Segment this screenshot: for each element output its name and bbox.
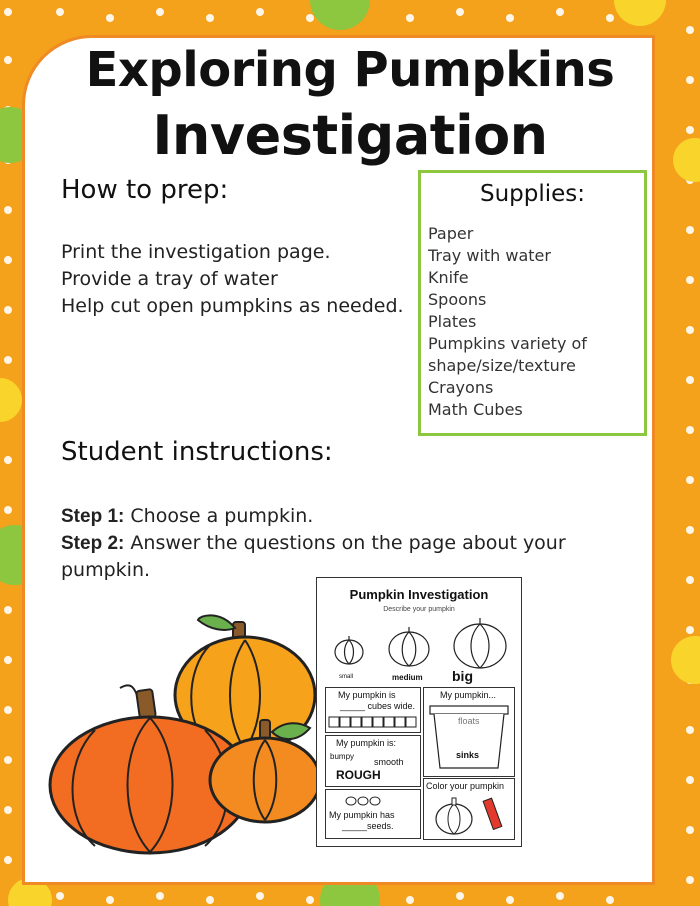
instructions-heading: Student instructions: — [61, 437, 333, 467]
supply-item: Plates — [428, 312, 477, 331]
page-title-line2: Investigation — [152, 104, 548, 167]
texture-heading: My pumpkin is: — [336, 738, 397, 748]
supply-item: Paper — [428, 224, 474, 243]
pumpkin-sizes — [327, 616, 513, 678]
supplies-heading: Supplies: — [479, 181, 586, 207]
step-2 — [61, 530, 621, 584]
crayon-icon — [483, 798, 502, 829]
worksheet-subtitle: Describe your pumpkin — [383, 606, 455, 613]
steps-list — [61, 503, 621, 584]
prep-heading: How to prep: — [61, 175, 229, 205]
bumpy-label: bumpy — [330, 752, 355, 761]
seeds-icon — [344, 794, 384, 808]
pumpkin-icon — [426, 793, 512, 837]
supply-item: Math Cubes — [428, 400, 523, 419]
size-small: small — [339, 674, 354, 680]
step-label: Step 2: — [61, 533, 125, 554]
cubes-row — [328, 716, 418, 728]
supplies-box — [418, 170, 647, 436]
worksheet-preview — [316, 577, 522, 847]
step-text: Answer the questions on the page about your pumpkin. — [61, 532, 566, 581]
step-1 — [61, 503, 621, 530]
water-tub — [428, 704, 510, 772]
sinks-label: sinks — [456, 750, 480, 760]
texture-box — [325, 735, 421, 787]
color-box — [423, 778, 515, 840]
smooth-label: smooth — [374, 757, 404, 767]
cubes-box — [325, 687, 421, 733]
supply-item: Tray with water — [428, 246, 551, 265]
supply-item: shape/size/texture — [428, 356, 576, 375]
step-text: Choose a pumpkin. — [124, 505, 314, 527]
size-big: big — [452, 668, 473, 684]
supply-item: Spoons — [428, 290, 487, 309]
pumpkins-illustration — [40, 610, 330, 860]
supply-item: Knife — [428, 268, 469, 287]
cubes-text-2: _____ cubes wide. — [340, 701, 416, 711]
rough-label: ROUGH — [336, 768, 381, 782]
float-sink-box — [423, 687, 515, 777]
float-heading: My pumpkin... — [440, 690, 497, 700]
color-heading: Color your pumpkin — [426, 781, 505, 791]
worksheet-title: Pumpkin Investigation — [349, 587, 489, 602]
size-medium: medium — [392, 673, 423, 682]
prep-line: Help cut open pumpkins as needed. — [61, 295, 404, 317]
page-title-line1: Exploring Pumpkins — [85, 42, 615, 98]
seeds-text-2: _____seeds. — [342, 821, 394, 831]
supply-item: Pumpkins variety of — [428, 334, 587, 353]
supplies-list — [428, 223, 587, 421]
cubes-text-1: My pumpkin is — [338, 690, 396, 700]
seeds-box — [325, 789, 421, 839]
floats-label: floats — [458, 716, 480, 726]
seeds-text-1: My pumpkin has — [329, 810, 395, 820]
supply-item: Crayons — [428, 378, 494, 397]
prep-list — [61, 239, 404, 320]
step-label: Step 1: — [61, 506, 125, 527]
prep-line: Provide a tray of water — [61, 268, 278, 290]
prep-line: Print the investigation page. — [61, 241, 331, 263]
